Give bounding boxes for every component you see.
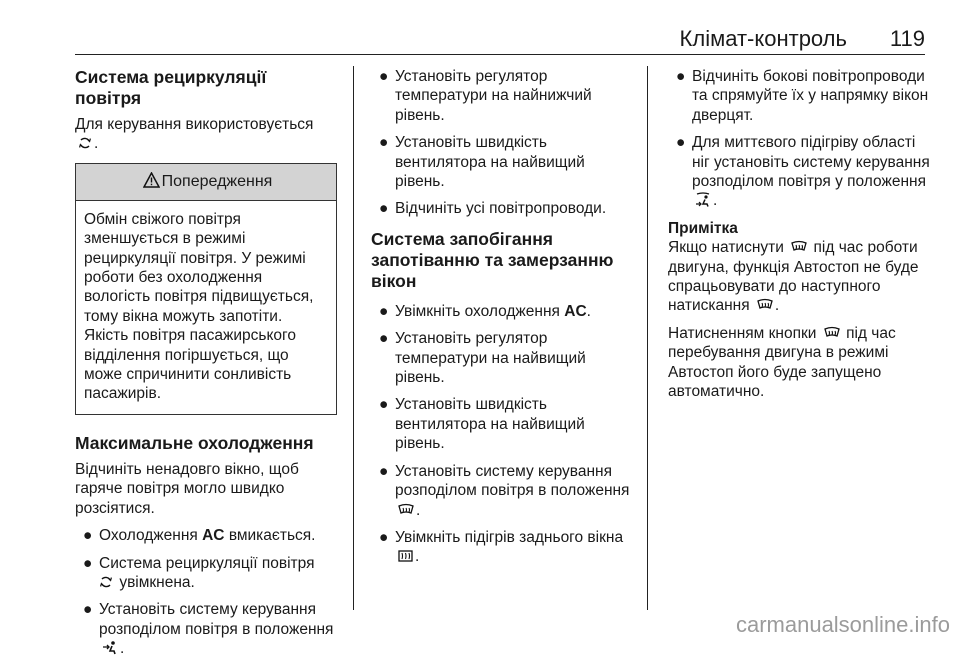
list-item: ● Система рециркуляції повітря увімкнена. (83, 554, 315, 591)
column-divider-2 (647, 66, 648, 610)
column-2 (371, 67, 637, 575)
airflow-upper-body-icon (102, 640, 118, 655)
defog-list-continued (668, 67, 930, 211)
warning-header (76, 164, 336, 201)
list-item: ● Охолодження AC вмикається. (83, 527, 316, 545)
note-paragraph-1: Якщо натиснути під час роботи двигуна, функція Автостоп не буде спрацьовувати до наступного натискання . (668, 239, 919, 315)
recirculation-heading: Система рециркуляції повітря (75, 67, 267, 108)
note-section (668, 219, 930, 402)
list-item: ● Увімкніть підігрів заднього вікна . (379, 528, 624, 566)
list-item: ● Увімкніть охолодження AC. (379, 302, 591, 320)
page-title: Клімат-контроль (679, 26, 847, 51)
defog-list (371, 302, 637, 567)
note-title: Примітка (668, 219, 738, 237)
list-item: ● Відчиніть бокові повітропроводи та спрямуйте їх у напрямку вікон дверцят. (676, 68, 929, 124)
list-item: ● Для миттєвого підігріву області ніг установіть систему керування розподілом повітря у положення . (676, 134, 930, 210)
page-header (75, 22, 925, 54)
note-paragraph-2: Натисненням кнопки під час перебування двигуна в режимі Автостоп його буде запущено автоматично. (668, 324, 896, 401)
recirculation-icon (78, 136, 92, 150)
max-cooling-heading: Максимальне охолодження (75, 432, 314, 453)
list-item: ● Установіть регулятор температури на найнижчий рівень. (379, 68, 592, 124)
recirculation-icon (99, 575, 113, 589)
list-item: ● Відчиніть усі повітропроводи. (379, 200, 607, 218)
list-item: ● Установіть систему керування розподілом повітря в положення . (379, 462, 630, 519)
warning-box (75, 163, 337, 415)
max-cooling-intro: Відчиніть ненадовго вікно, щоб гаряче повітря могло швидко розсіятися. (75, 460, 299, 517)
recirculation-text: Для керування використовується . (75, 116, 314, 153)
list-item: ● Установіть систему керування розподілом повітря в положення . (83, 601, 334, 658)
column-3 (668, 67, 930, 410)
column-divider-1 (353, 66, 354, 610)
page-number: 119 (889, 26, 925, 51)
ac-label: AC (564, 302, 587, 320)
watermark: carmanualsonline.info (735, 612, 950, 637)
warning-triangle-icon (143, 172, 160, 188)
column-1 (75, 67, 337, 667)
windscreen-defrost-icon (791, 240, 807, 254)
list-item: ● Установіть швидкість вентилятора на найвищий рівень. (379, 134, 585, 191)
list-item: ● Установіть регулятор температури на найвищий рівень. (379, 330, 586, 387)
windscreen-footwell-icon (695, 192, 711, 207)
list-item: ● Установіть швидкість вентилятора на найвищий рівень. (379, 396, 585, 453)
windscreen-defrost-icon (398, 503, 414, 517)
windscreen-defrost-icon (824, 326, 840, 340)
windscreen-defrost-icon (757, 298, 773, 312)
warning-text: Обмін свіжого повітря зменшується в режимі рециркуляції повітря. У режимі роботи без охолодження вологість повітря підвищується, тому вікна можуть запотіти. Якість повітря пасажирського відділення погіршується, що може спричинити сонливість пасажирів. (84, 210, 314, 403)
warning-title: Попередження (161, 172, 273, 190)
ac-label: AC (202, 527, 225, 545)
header-rule (75, 54, 925, 55)
max-cooling-list-continued (371, 67, 637, 219)
max-cooling-list (75, 526, 337, 658)
rear-window-heating-icon (398, 549, 413, 563)
defog-heading: Система запобігання запотіванню та замерзанню вікон (371, 228, 614, 291)
